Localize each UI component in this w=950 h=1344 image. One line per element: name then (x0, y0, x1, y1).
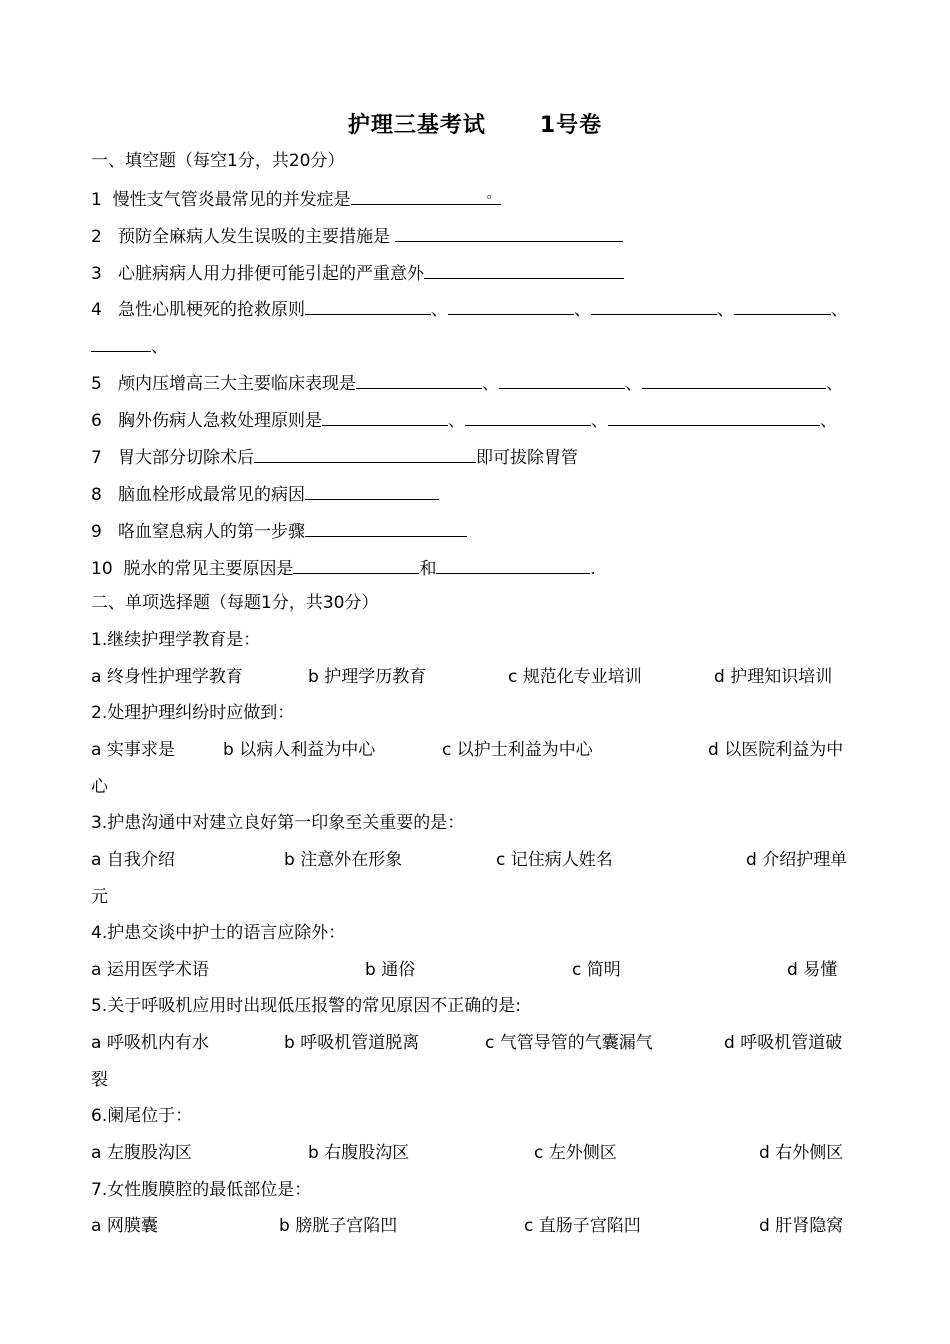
option-d[interactable]: d 护理知识培训 (714, 667, 833, 687)
question-text: 胃大部分切除术后 (118, 448, 255, 468)
answer-blank[interactable] (305, 518, 467, 537)
option-b[interactable]: b 通俗 (365, 960, 416, 980)
choice-question-1: 1.继续护理学教育是： (91, 630, 261, 650)
question-number: 1 (91, 190, 102, 210)
answer-blank[interactable] (424, 260, 624, 279)
question-number: 7 (91, 448, 102, 468)
page-title (0, 108, 950, 139)
question-text: 心脏病病人用力排便可能引起的严重意外 (118, 264, 425, 284)
answer-blank[interactable] (499, 370, 625, 389)
title-text: 护理三基考试 (347, 113, 486, 138)
answer-blank[interactable] (642, 370, 826, 389)
choice-question-2: 2.处理护理纠纷时应做到： (91, 703, 295, 723)
option-a[interactable]: a 呼吸机内有水 (91, 1033, 209, 1053)
separator: 、 (717, 300, 735, 320)
question-text-after: 即可拔除胃管 (476, 448, 579, 468)
option-a[interactable]: a 左腹股沟区 (91, 1143, 192, 1163)
choice-question-5: 5.关于呼吸机应用时出现低压报警的常见原因不正确的是: (91, 996, 521, 1016)
fill-question-5 (91, 370, 843, 396)
option-d[interactable]: d 易懂 (787, 960, 838, 980)
fill-question-9 (91, 518, 467, 544)
separator: 、 (625, 374, 643, 394)
option-d[interactable]: d 介绍护理单 (746, 850, 848, 870)
option-a[interactable]: a 终身性护理学教育 (91, 667, 243, 687)
answer-blank[interactable] (395, 223, 623, 242)
answer-blank[interactable] (293, 555, 419, 574)
conjunction: 和 (419, 559, 437, 579)
answer-blank[interactable] (591, 296, 717, 315)
fill-question-8 (91, 481, 439, 507)
answer-blank[interactable] (322, 407, 448, 426)
answer-blank[interactable] (305, 296, 431, 315)
answer-blank[interactable] (254, 444, 476, 463)
choice-question-6: 6.阑尾位于： (91, 1106, 193, 1126)
fill-question-10 (91, 555, 596, 581)
answer-blank-end: 。 (487, 186, 501, 205)
answer-blank[interactable] (351, 186, 487, 205)
choice-question-4: 4.护患交谈中护士的语言应除外： (91, 923, 346, 943)
fill-question-7 (91, 444, 578, 470)
answer-blank[interactable] (734, 296, 831, 315)
option-a[interactable]: a 运用医学术语 (91, 960, 209, 980)
option-c[interactable]: c 直肠子宫陷凹 (524, 1216, 641, 1236)
separator: 、 (826, 374, 844, 394)
question-text: 颅内压增高三大主要临床表现是 (118, 374, 357, 394)
question-number: 2 (91, 227, 102, 247)
option-b[interactable]: b 右腹股沟区 (308, 1143, 410, 1163)
option-d[interactable]: d 以医院利益为中 (708, 740, 844, 760)
answer-blank[interactable] (465, 407, 591, 426)
question-number: 4 (91, 300, 102, 320)
option-b[interactable]: b 以病人利益为中心 (223, 740, 376, 760)
question-text: 慢性支气管炎最常见的并发症是 (112, 190, 351, 210)
answer-blank[interactable] (436, 555, 590, 574)
separator: 、 (482, 374, 500, 394)
question-number: 5 (91, 374, 102, 394)
option-b[interactable]: b 呼吸机管道脱离 (284, 1033, 420, 1053)
option-b[interactable]: b 注意外在形象 (284, 850, 403, 870)
option-b[interactable]: b 膀胱子宫陷凹 (279, 1216, 398, 1236)
end-mark: . (590, 559, 596, 579)
question-number: 3 (91, 264, 102, 284)
separator: 、 (574, 300, 592, 320)
question-text: 脱水的常见主要原因是 (123, 559, 294, 579)
answer-blank[interactable] (305, 481, 439, 500)
answer-blank[interactable] (356, 370, 482, 389)
section2-heading: 二、单项选择题（每题1分，共30分） (91, 593, 379, 613)
separator: 、 (820, 411, 838, 431)
fill-question-4-continued (91, 333, 168, 359)
answer-blank[interactable] (91, 333, 151, 352)
fill-question-6 (91, 407, 837, 433)
option-c[interactable]: c 记住病人姓名 (496, 850, 613, 870)
option-a[interactable]: a 网膜囊 (91, 1216, 158, 1236)
question-text: 急性心肌梗死的抢救原则 (118, 300, 306, 320)
separator: 、 (831, 300, 849, 320)
question-text: 胸外伤病人急救处理原则是 (118, 411, 323, 431)
fill-question-4 (91, 296, 848, 322)
fill-question-1 (91, 186, 501, 212)
separator: 、 (448, 411, 466, 431)
answer-blank[interactable] (608, 407, 820, 426)
option-c[interactable]: c 以护士利益为中心 (442, 740, 593, 760)
choice-question-7: 7.女性腹膜腔的最低部位是： (91, 1180, 312, 1200)
fill-question-2 (91, 223, 623, 249)
option-d-wrap: 裂 (91, 1070, 108, 1090)
question-text: 脑血栓形成最常见的病因 (118, 485, 306, 505)
option-d-wrap: 元 (91, 887, 108, 907)
answer-blank[interactable] (448, 296, 574, 315)
option-c[interactable]: c 规范化专业培训 (508, 667, 642, 687)
choice-question-3: 3.护患沟通中对建立良好第一印象至关重要的是： (91, 813, 465, 833)
question-number: 10 (91, 559, 113, 579)
option-d-wrap: 心 (91, 777, 108, 797)
title-paper-number: 1号卷 (539, 113, 603, 138)
separator: 、 (431, 300, 449, 320)
option-d[interactable]: d 肝肾隐窝 (759, 1216, 844, 1236)
question-text: 预防全麻病人发生误吸的主要措施是 (118, 227, 391, 247)
separator: 、 (591, 411, 609, 431)
question-number: 6 (91, 411, 102, 431)
option-a[interactable]: a 实事求是 (91, 740, 175, 760)
option-a[interactable]: a 自我介绍 (91, 850, 175, 870)
option-c[interactable]: c 气管导管的气囊漏气 (485, 1033, 653, 1053)
fill-question-3 (91, 260, 624, 286)
question-text: 咯血窒息病人的第一步骤 (118, 522, 306, 542)
question-number: 8 (91, 485, 102, 505)
separator: 、 (151, 337, 168, 357)
question-number: 9 (91, 522, 102, 542)
option-d[interactable]: d 右外侧区 (759, 1143, 844, 1163)
option-c[interactable]: c 简明 (572, 960, 621, 980)
option-c[interactable]: c 左外侧区 (534, 1143, 617, 1163)
option-b[interactable]: b 护理学历教育 (308, 667, 427, 687)
option-d[interactable]: d 呼吸机管道破 (724, 1033, 843, 1053)
section1-heading: 一、填空题（每空1分，共20分） (91, 151, 345, 171)
